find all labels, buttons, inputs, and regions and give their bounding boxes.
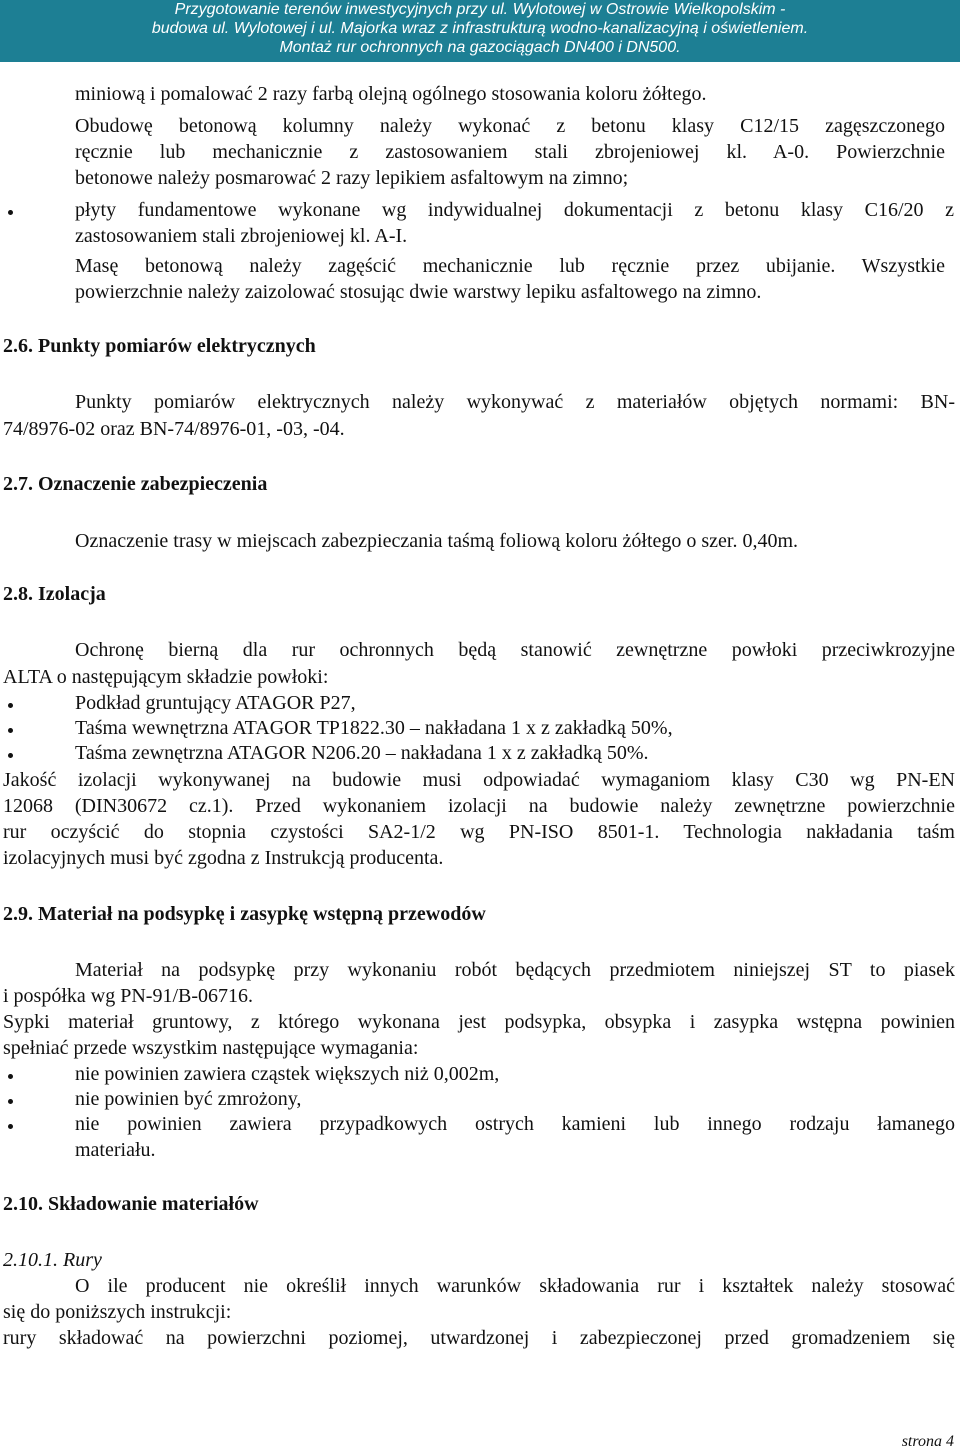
body-line: betonowe należy posmarować 2 razy lepikiem asfaltowym na zimno;: [75, 167, 629, 189]
body-line: ręcznie lub mechanicznie z zastosowaniem stali zbrojeniowej kl. A-0. Powierzchnie: [75, 141, 945, 163]
bullet-icon: [8, 728, 13, 733]
section-heading: 2.9. Materiał na podsypkę i zasypkę wstępną przewodów: [3, 903, 486, 925]
body-line: Masę betonową należy zagęścić mechanicznie lub ręcznie przez ubijanie. Wszystkie: [75, 255, 945, 277]
list-item: nie powinien zawiera cząstek większych niż 0,002m,: [75, 1063, 500, 1085]
section-heading: 2.8. Izolacja: [3, 583, 106, 605]
list-item: Taśma zewnętrzna ATAGOR N206.20 – nakładana 1 x z zakładką 50%.: [75, 742, 649, 764]
body-line: rury składować na powierzchni poziomej, utwardzonej i zabezpieczonej przed gromadzeniem się: [3, 1327, 955, 1349]
body-line: ALTA o następującym składzie powłoki:: [3, 666, 329, 688]
body-line: Punkty pomiarów elektrycznych należy wykonywać z materiałów objętych normami: BN-: [75, 391, 955, 413]
body-line: powierzchnie należy zaizolować stosując dwie warstwy lepiku asfaltowego na zimno.: [75, 281, 762, 303]
body-line: rur oczyścić do stopnia czystości SA2-1/2 wg PN-ISO 8501-1. Technologia nakładania taśm: [3, 821, 955, 843]
list-item: nie powinien być zmrożony,: [75, 1088, 302, 1110]
body-line: płyty fundamentowe wykonane wg indywidualnej dokumentacji z betonu klasy C16/20 z: [75, 199, 954, 221]
header-line-3: Montaż rur ochronnych na gazociągach DN400 i DN500.: [279, 39, 681, 56]
body-line: Obudowę betonową kolumny należy wykonać z betonu klasy C12/15 zagęszczonego: [75, 115, 945, 137]
body-line: i pospółka wg PN-91/B-06716.: [3, 985, 253, 1007]
body-line: Jakość izolacji wykonywanej na budowie musi odpowiadać wymaganiom klasy C30 wg PN-EN: [3, 769, 955, 791]
section-heading: 2.7. Oznaczenie zabezpieczenia: [3, 473, 268, 495]
subsection-heading: 2.10.1. Rury: [3, 1249, 102, 1271]
body-line: 12068 (DIN30672 cz.1). Przed wykonaniem izolacji na budowie należy zewnętrzne powierzchnie: [3, 795, 955, 817]
bullet-icon: [8, 210, 13, 215]
bullet-icon: [8, 1099, 13, 1104]
bullet-icon: [8, 1074, 13, 1079]
body-line: O ile producent nie określił innych warunków składowania rur i kształtek należy stosować: [75, 1275, 955, 1297]
header-line-2: budowa ul. Wylotowej i ul. Majorka wraz z infrastrukturą wodno-kanalizacyjną i oświetleniem.: [151, 20, 809, 37]
body-line: izolacyjnych musi być zgodna z Instrukcją producenta.: [3, 847, 444, 869]
header-line-1: Przygotowanie terenów inwestycyjnych przy ul. Wylotowej w Ostrowie Wielkopolskim -: [174, 1, 786, 18]
body-line: miniową i pomalować 2 razy farbą olejną ogólnego stosowania koloru żółtego.: [75, 83, 707, 105]
section-heading: 2.10. Składowanie materiałów: [3, 1193, 259, 1215]
section-heading: 2.6. Punkty pomiarów elektrycznych: [3, 335, 316, 357]
page-number: strona 4: [901, 1433, 954, 1450]
list-item: nie powinien zawiera przypadkowych ostrych kamieni lub innego rodzaju łamanego: [75, 1113, 955, 1135]
body-line: zastosowaniem stali zbrojeniowej kl. A-I.: [75, 225, 408, 247]
bullet-icon: [8, 1124, 13, 1129]
bullet-icon: [8, 703, 13, 708]
body-line: Sypki materiał gruntowy, z którego wykonana jest podsypka, obsypka i zasypka wstępna powinien: [3, 1011, 955, 1033]
list-item: Taśma wewnętrzna ATAGOR TP1822.30 – nakładana 1 x z zakładką 50%,: [75, 717, 673, 739]
bullet-icon: [8, 753, 13, 758]
list-item: materiału.: [75, 1139, 156, 1161]
body-line: Ochronę bierną dla rur ochronnych będą stanowić zewnętrzne powłoki przeciwkrozyjne: [75, 639, 955, 661]
body-line: Oznaczenie trasy w miejscach zabezpieczania taśmą foliową koloru żółtego o szer. 0,40m.: [75, 530, 799, 552]
body-line: Materiał na podsypkę przy wykonaniu robót będących przedmiotem niniejszej ST to piasek: [75, 959, 955, 981]
body-line: się do poniższych instrukcji:: [3, 1301, 232, 1323]
document-header: [0, 0, 960, 62]
body-line: spełniać przede wszystkim następujące wymagania:: [3, 1037, 419, 1059]
list-item: Podkład gruntujący ATAGOR P27,: [75, 692, 356, 714]
body-line: 74/8976-02 oraz BN-74/8976-01, -03, -04.: [3, 418, 345, 440]
